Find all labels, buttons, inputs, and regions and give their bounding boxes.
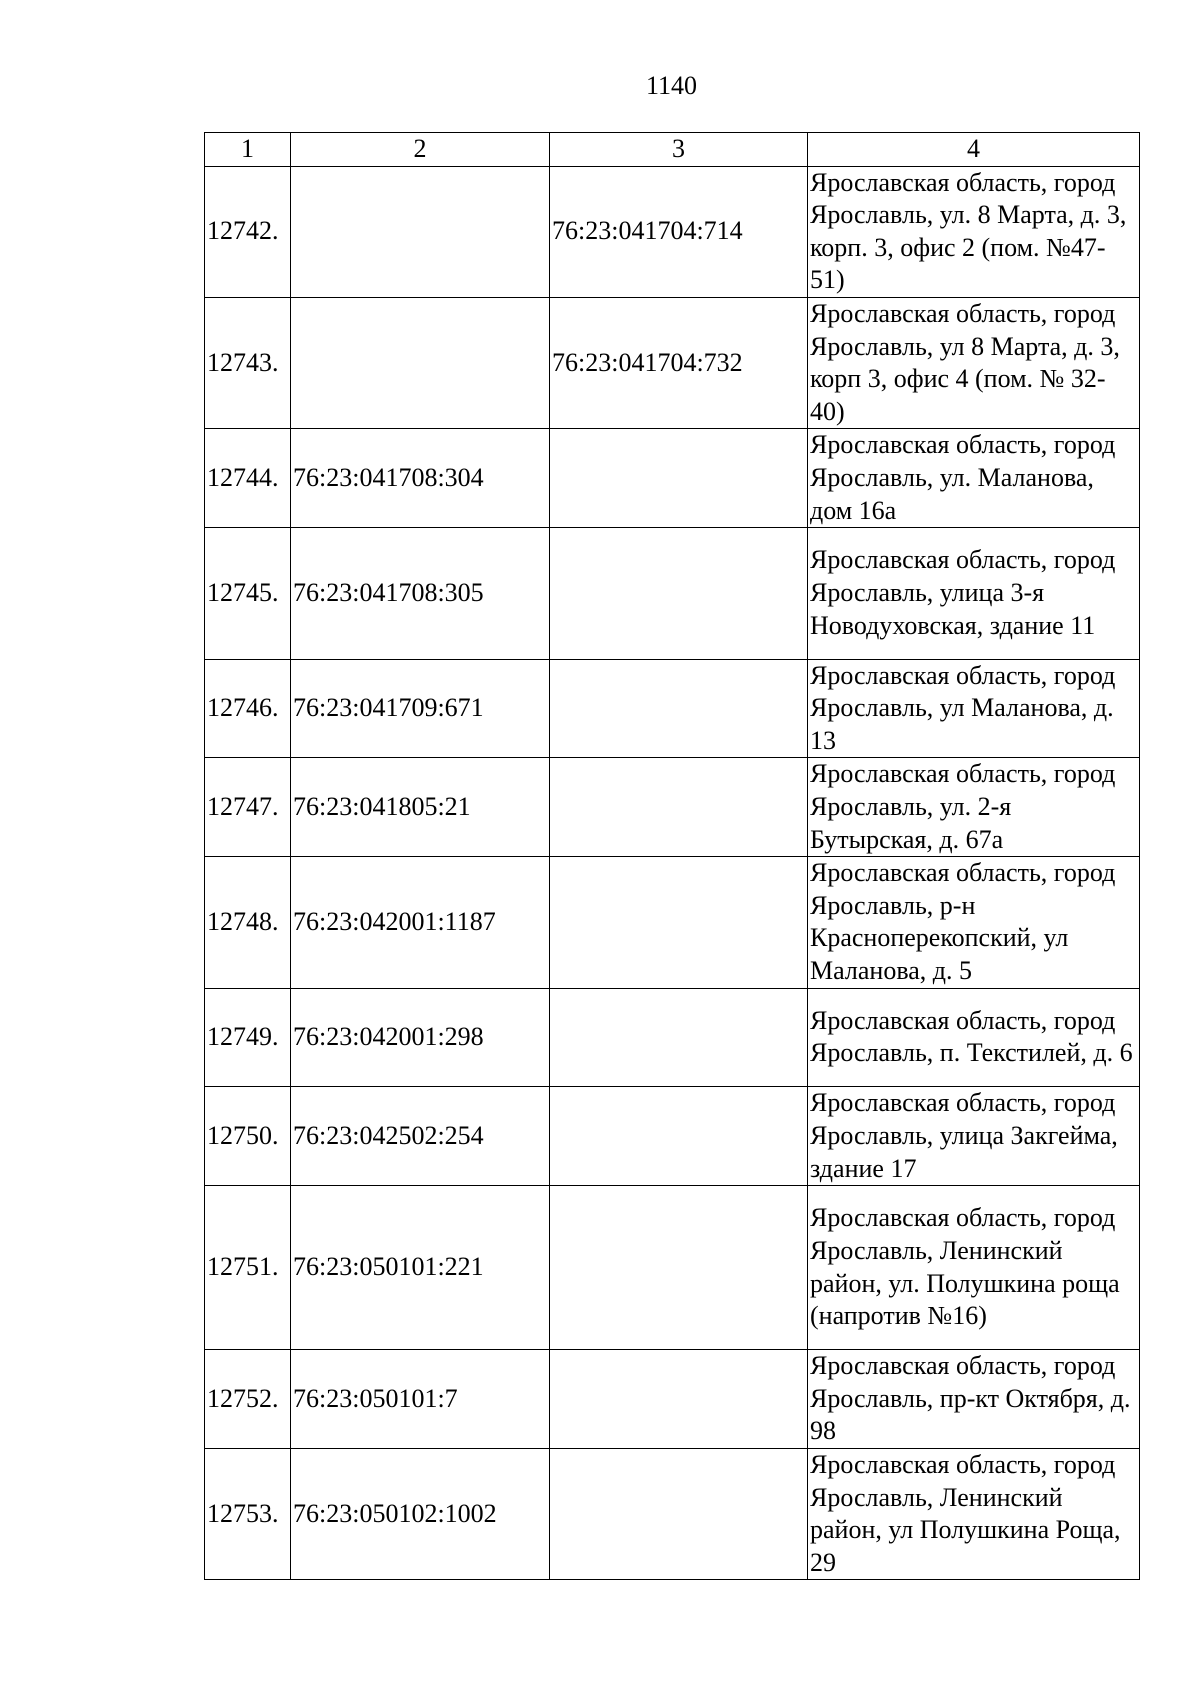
row-number-cell: 12745. xyxy=(205,528,291,659)
column-header-1: 1 xyxy=(205,133,291,167)
cadastral-number-cell: 76:23:050101:221 xyxy=(291,1186,550,1350)
cadastral-number-cell: 76:23:042502:254 xyxy=(291,1087,550,1186)
row-number-cell: 12748. xyxy=(205,857,291,988)
column-header-3: 3 xyxy=(550,133,808,167)
column-header-2: 2 xyxy=(291,133,550,167)
table-row xyxy=(205,297,1140,428)
address-cell: Ярославская область, город Ярославль, Ленинский район, ул Полушкина Роща, 29 xyxy=(808,1448,1140,1579)
column-header-4: 4 xyxy=(808,133,1140,167)
object-cadastral-number-cell xyxy=(550,1350,808,1449)
table-row xyxy=(205,1448,1140,1579)
object-cadastral-number-cell xyxy=(550,988,808,1087)
object-cadastral-number-cell xyxy=(550,1186,808,1350)
table-row xyxy=(205,1087,1140,1186)
address-cell: Ярославская область, город Ярославль, ул. 2-я Бутырская, д. 67а xyxy=(808,758,1140,857)
row-number-cell: 12749. xyxy=(205,988,291,1087)
row-number-cell: 12750. xyxy=(205,1087,291,1186)
cadastral-number-cell: 76:23:050101:7 xyxy=(291,1350,550,1449)
row-number-cell: 12743. xyxy=(205,297,291,428)
cadastral-number-cell xyxy=(291,166,550,297)
address-cell: Ярославская область, город Ярославль, р-н Красноперекопский, ул Маланова, д. 5 xyxy=(808,857,1140,988)
row-number-cell: 12744. xyxy=(205,429,291,528)
table-row xyxy=(205,988,1140,1087)
object-cadastral-number-cell xyxy=(550,857,808,988)
address-cell: Ярославская область, город Ярославль, Ленинский район, ул. Полушкина роща (напротив №16) xyxy=(808,1186,1140,1350)
table-row xyxy=(205,528,1140,659)
address-cell: Ярославская область, город Ярославль, улица 3-я Новодуховская, здание 11 xyxy=(808,528,1140,659)
address-cell: Ярославская область, город Ярославль, ул. Маланова, дом 16а xyxy=(808,429,1140,528)
row-number-cell: 12742. xyxy=(205,166,291,297)
object-cadastral-number-cell xyxy=(550,758,808,857)
table-row xyxy=(205,659,1140,758)
cadastral-number-cell: 76:23:041708:305 xyxy=(291,528,550,659)
table-row xyxy=(205,758,1140,857)
header-row xyxy=(205,133,1140,167)
cadastral-number-cell: 76:23:041805:21 xyxy=(291,758,550,857)
table-row xyxy=(205,857,1140,988)
object-cadastral-number-cell xyxy=(550,528,808,659)
address-cell: Ярославская область, город Ярославль, ул Маланова, д. 13 xyxy=(808,659,1140,758)
address-cell: Ярославская область, город Ярославль, ул 8 Марта, д. 3, корп 3, офис 4 (пом. № 32-40) xyxy=(808,297,1140,428)
table-row xyxy=(205,1350,1140,1449)
object-cadastral-number-cell xyxy=(550,1448,808,1579)
address-cell: Ярославская область, город Ярославль, п. Текстилей, д. 6 xyxy=(808,988,1140,1087)
row-number-cell: 12753. xyxy=(205,1448,291,1579)
object-cadastral-number-cell: 76:23:041704:732 xyxy=(550,297,808,428)
cadastral-number-cell: 76:23:041708:304 xyxy=(291,429,550,528)
table-row xyxy=(205,1186,1140,1350)
object-cadastral-number-cell xyxy=(550,1087,808,1186)
cadastral-number-cell xyxy=(291,297,550,428)
cadastral-number-cell: 76:23:041709:671 xyxy=(291,659,550,758)
address-cell: Ярославская область, город Ярославль, улица Закгейма, здание 17 xyxy=(808,1087,1140,1186)
row-number-cell: 12747. xyxy=(205,758,291,857)
table-row xyxy=(205,166,1140,297)
address-cell: Ярославская область, город Ярославль, пр-кт Октября, д. 98 xyxy=(808,1350,1140,1449)
row-number-cell: 12751. xyxy=(205,1186,291,1350)
row-number-cell: 12752. xyxy=(205,1350,291,1449)
cadastral-number-cell: 76:23:042001:298 xyxy=(291,988,550,1087)
registry-table xyxy=(204,132,1140,1580)
table-row xyxy=(205,429,1140,528)
row-number-cell: 12746. xyxy=(205,659,291,758)
cadastral-number-cell: 76:23:042001:1187 xyxy=(291,857,550,988)
object-cadastral-number-cell: 76:23:041704:714 xyxy=(550,166,808,297)
object-cadastral-number-cell xyxy=(550,429,808,528)
address-cell: Ярославская область, город Ярославль, ул. 8 Марта, д. 3, корп. 3, офис 2 (пом. №47-51) xyxy=(808,166,1140,297)
object-cadastral-number-cell xyxy=(550,659,808,758)
table-body xyxy=(205,133,1140,1580)
page-number: 1140 xyxy=(645,71,698,100)
cadastral-number-cell: 76:23:050102:1002 xyxy=(291,1448,550,1579)
